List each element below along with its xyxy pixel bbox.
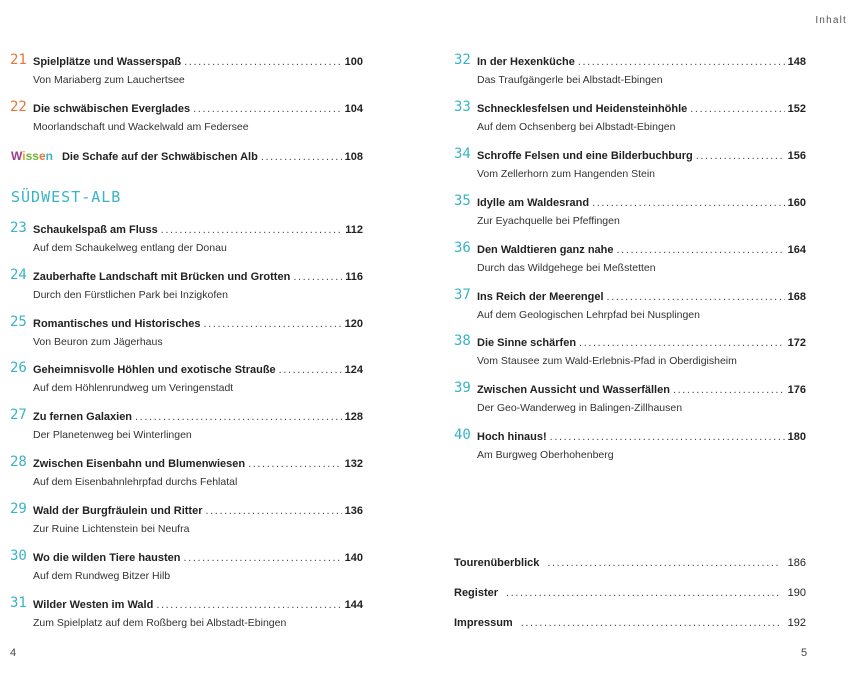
leader-dots: [135, 411, 342, 423]
entry-title: Schaukelspaß am Fluss: [33, 224, 158, 236]
tour-number: 33: [454, 99, 471, 115]
entry-title: Zu fernen Galaxien: [33, 411, 133, 423]
entry-subtitle: Durch den Fürstlichen Park bei Inzigkofen: [33, 289, 228, 301]
tour-number: 31: [10, 595, 27, 611]
entry-subtitle: Zum Spielplatz auf dem Roßberg bei Albstadt-Ebingen: [33, 617, 287, 629]
appendix-entry[interactable]: [454, 557, 806, 569]
toc-entry[interactable]: [454, 240, 806, 274]
entry-title: Schroffe Felsen und eine Bilderbuchburg: [477, 150, 693, 162]
entry-subtitle: Auf dem Ochsenberg bei Albstadt-Ebingen: [477, 121, 676, 133]
tour-number: 21: [10, 52, 27, 68]
tour-number: 23: [10, 220, 27, 236]
entry-subtitle: Auf dem Höhlenrundweg um Veringenstadt: [33, 382, 234, 394]
entry-title: Die schwäbischen Everglades: [33, 103, 191, 115]
toc-entry[interactable]: [10, 360, 363, 394]
entry-page: 160: [787, 197, 806, 209]
toc-entry[interactable]: [10, 407, 363, 441]
toc-entry[interactable]: [10, 267, 363, 301]
entry-title: Impressum: [454, 617, 513, 629]
entry-page: 192: [787, 617, 806, 629]
entry-page: 164: [787, 244, 806, 256]
toc-entry[interactable]: [10, 501, 363, 535]
toc-entry[interactable]: [454, 146, 806, 180]
tour-number: 26: [10, 360, 27, 376]
entry-page: 168: [787, 291, 806, 303]
leader-dots: [547, 557, 779, 569]
leader-dots: [204, 318, 342, 330]
entry-subtitle: Der Geo-Wanderweg in Balingen-Zillhausen: [477, 402, 683, 414]
entry-title: Wilder Westen im Wald: [33, 599, 154, 611]
entry-subtitle: Zur Eyachquelle bei Pfeffingen: [477, 215, 620, 227]
entry-title: Romantisches und Historisches: [33, 318, 201, 330]
entry-subtitle: Auf dem Eisenbahnlehrpfad durchs Fehlatal: [33, 476, 238, 488]
entry-subtitle: Das Traufgängerle bei Albstadt-Ebingen: [477, 74, 663, 86]
entry-title: Schnecklesfelsen und Heidensteinhöhle: [477, 103, 688, 115]
entry-title: Ins Reich der Meerengel: [477, 291, 604, 303]
page-number-right: 5: [801, 647, 808, 659]
entry-title: Spielplätze und Wasserspaß: [33, 56, 182, 68]
section-heading: SÜDWEST-ALB: [11, 188, 122, 206]
toc-entry[interactable]: [10, 220, 363, 254]
entry-title: Zauberhafte Landschaft mit Brücken und Grotten: [33, 271, 291, 283]
entry-subtitle: Am Burgweg Oberhohenberg: [477, 449, 614, 461]
leader-dots: [161, 224, 343, 236]
leader-dots: [193, 103, 342, 115]
toc-entry[interactable]: [454, 380, 806, 414]
tour-number: 30: [10, 548, 27, 564]
tour-number: 40: [454, 427, 471, 443]
entry-subtitle: Auf dem Geologischen Lehrpfad bei Nusplingen: [477, 309, 700, 321]
entry-page: 186: [787, 557, 806, 569]
tour-number: 32: [454, 52, 471, 68]
entry-page: 144: [344, 599, 363, 611]
leader-dots: [578, 56, 785, 68]
left-page: [0, 0, 424, 679]
leader-dots: [617, 244, 785, 256]
toc-entry[interactable]: [10, 314, 363, 348]
tour-number: 35: [454, 193, 471, 209]
leader-dots: [592, 197, 785, 209]
toc-entry[interactable]: [10, 99, 363, 133]
entry-subtitle: Der Planetenweg bei Winterlingen: [33, 429, 192, 441]
entry-subtitle: Vom Zellerhorn zum Hangenden Stein: [477, 168, 656, 180]
entry-page: 104: [344, 103, 363, 115]
tour-number: 29: [10, 501, 27, 517]
entry-title: Register: [454, 587, 499, 599]
tour-number: 25: [10, 314, 27, 330]
tour-number: 24: [10, 267, 27, 283]
leader-dots: [550, 431, 785, 443]
appendix-entry[interactable]: [454, 617, 806, 629]
tour-number: 27: [10, 407, 27, 423]
entry-subtitle: Auf dem Schaukelweg entlang der Donau: [33, 242, 227, 254]
toc-entry[interactable]: [454, 333, 806, 367]
right-page: [424, 0, 849, 679]
tour-number: 36: [454, 240, 471, 256]
entry-title: Die Sinne schärfen: [477, 337, 577, 349]
entry-page: 172: [787, 337, 806, 349]
entry-page: 136: [344, 505, 363, 517]
leader-dots: [261, 151, 342, 163]
leader-dots: [206, 505, 342, 517]
entry-page: 108: [344, 151, 363, 163]
entry-page: 132: [344, 458, 363, 470]
entry-title: Zwischen Eisenbahn und Blumenwiesen: [33, 458, 246, 470]
leader-dots: [506, 587, 780, 599]
entry-page: 152: [787, 103, 806, 115]
leader-dots: [293, 271, 342, 283]
entry-subtitle: Zur Ruine Lichtenstein bei Neufra: [33, 523, 190, 535]
entry-title: Idylle am Waldesrand: [477, 197, 590, 209]
leader-dots: [521, 617, 780, 629]
toc-entry[interactable]: [10, 52, 363, 86]
toc-entry[interactable]: [454, 193, 806, 227]
appendix-entry[interactable]: [454, 587, 806, 599]
entry-title: Den Waldtieren ganz nahe: [477, 244, 614, 256]
entry-page: 180: [787, 431, 806, 443]
entry-page: 156: [787, 150, 806, 162]
entry-subtitle: Moorlandschaft und Wackelwald am Federsee: [33, 121, 249, 133]
entry-title: Wo die wilden Tiere hausten: [33, 552, 181, 564]
wissen-entry[interactable]: [11, 149, 363, 163]
leader-dots: [184, 56, 342, 68]
wissen-label: Wissen: [11, 149, 53, 163]
entry-title: Wald der Burgfräulein und Ritter: [33, 505, 203, 517]
toc-entry[interactable]: [454, 99, 806, 133]
tour-number: 28: [10, 454, 27, 470]
entry-subtitle: Von Mariaberg zum Lauchertsee: [33, 74, 185, 86]
leader-dots: [156, 599, 341, 611]
leader-dots: [696, 150, 785, 162]
tour-number: 37: [454, 287, 471, 303]
entry-subtitle: Durch das Wildgehege bei Meßstetten: [477, 262, 656, 274]
entry-title: Hoch hinaus!: [477, 431, 547, 443]
toc-entry[interactable]: [454, 287, 806, 321]
toc-entry[interactable]: [454, 427, 806, 461]
entry-page: 140: [344, 552, 363, 564]
entry-page: 124: [344, 364, 363, 376]
entry-page: 176: [787, 384, 806, 396]
entry-page: 116: [345, 271, 363, 283]
entry-page: 190: [787, 587, 806, 599]
entry-subtitle: Vom Stausee zum Wald-Erlebnis-Pfad in Oberdigisheim: [477, 355, 737, 367]
entry-page: 148: [787, 56, 806, 68]
tour-number: 34: [454, 146, 471, 162]
toc-entry[interactable]: [10, 454, 363, 488]
leader-dots: [248, 458, 342, 470]
entry-subtitle: Von Beuron zum Jägerhaus: [33, 336, 163, 348]
leader-dots: [184, 552, 342, 564]
section-header: Inhalt: [815, 15, 847, 26]
leader-dots: [607, 291, 785, 303]
page-number-left: 4: [10, 647, 17, 659]
leader-dots: [279, 364, 342, 376]
entry-title: Die Schafe auf der Schwäbischen Alb: [61, 151, 258, 163]
leader-dots: [690, 103, 784, 115]
entry-title: In der Hexenküche: [477, 56, 575, 68]
tour-number: 38: [454, 333, 471, 349]
leader-dots: [579, 337, 785, 349]
entry-subtitle: Auf dem Rundweg Bitzer Hilb: [33, 570, 171, 582]
entry-page: 128: [344, 411, 363, 423]
leader-dots: [673, 384, 785, 396]
toc-entry[interactable]: [10, 595, 363, 629]
tour-number: 22: [10, 99, 27, 115]
tour-number: 39: [454, 380, 471, 396]
toc-entry[interactable]: [454, 52, 806, 86]
entry-page: 120: [344, 318, 363, 330]
entry-title: Geheimnisvolle Höhlen und exotische Strauße: [33, 364, 276, 376]
entry-title: Zwischen Aussicht und Wasserfällen: [477, 384, 670, 396]
toc-entry[interactable]: [10, 548, 363, 582]
entry-page: 112: [345, 224, 363, 236]
entry-page: 100: [344, 56, 363, 68]
entry-title: Tourenüberblick: [454, 557, 540, 569]
